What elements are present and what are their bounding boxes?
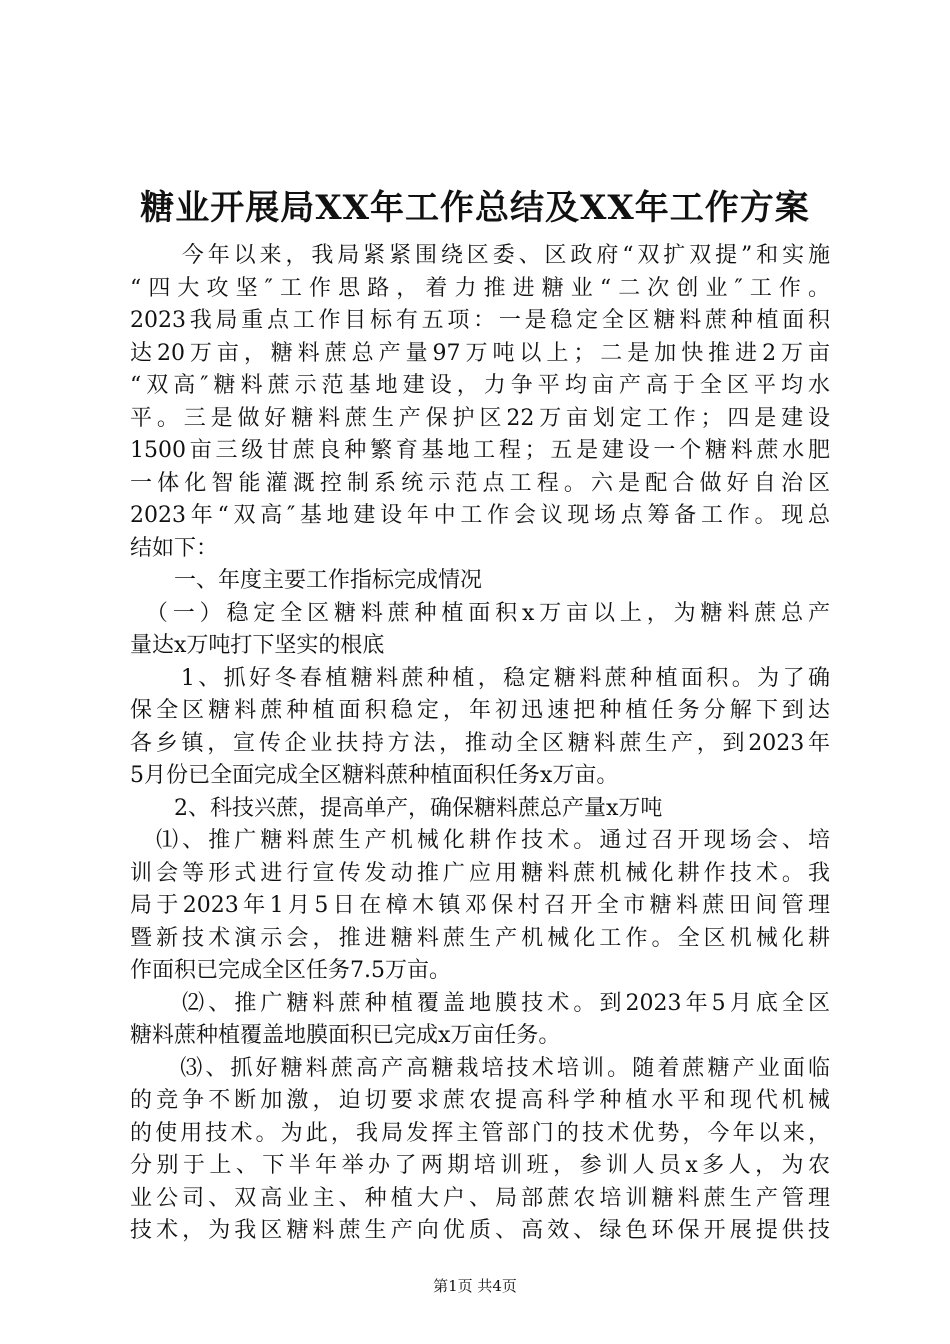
paragraph-line: 训会等形式进行宣传发动推广应用糖料蔗机械化耕作技术。我 [130, 860, 830, 886]
paragraph-line: 一、年度主要工作指标完成情况 [130, 568, 483, 593]
paragraph-line: 1500亩三级甘蔗良种繁育基地工程；五是建设一个糖料蔗水肥 [130, 438, 830, 463]
document-title: 糖业开展局XX年工作总结及XX年工作方案 [140, 188, 810, 228]
paragraph-line: 2、科技兴蔗，提高单产，确保糖料蔗总产量x万吨 [130, 795, 663, 821]
paragraph-line: “四大攻坚″工作思路，着力推进糖业“二次创业″工作。 [130, 275, 830, 301]
paragraph-line: 各乡镇，宣传企业扶持方法，推动全区糖料蔗生产，到2023年 [130, 730, 830, 756]
paragraph-line: 糖料蔗种植覆盖地膜面积已完成x万亩任务。 [130, 1023, 561, 1048]
paragraph-line: 2023我局重点工作目标有五项：一是稳定全区糖料蔗种植面积 [130, 308, 830, 333]
paragraph-line: 1、抓好冬春植糖料蔗种植，稳定糖料蔗种植面积。为了确 [130, 665, 830, 691]
paragraph-line: 的竞争不断加激，迫切要求蔗农提高科学种植水平和现代机械 [130, 1088, 830, 1113]
paragraph-line: 今年以来，我局紧紧围绕区委、区政府“双扩双提”和实施 [130, 243, 830, 268]
paragraph-line: 技术，为我区糖料蔗生产向优质、高效、绿色环保开展提供技 [130, 1218, 830, 1243]
paragraph-line: 平。三是做好糖料蔗生产保护区22万亩划定工作；四是建设 [130, 405, 830, 431]
paragraph-line: ⑴、推广糖料蔗生产机械化耕作技术。通过召开现场会、培 [130, 828, 830, 853]
paragraph-line: 量达x万吨打下坚实的根底 [130, 633, 385, 658]
paragraph-line: 暨新技术演示会，推进糖料蔗生产机械化工作。全区机械化耕 [130, 925, 830, 951]
paragraph-line: 达20万亩，糖料蔗总产量97万吨以上；二是加快推进2万亩 [130, 340, 830, 366]
paragraph-line: 2023年“双高″基地建设年中工作会议现场点筹备工作。现总 [130, 503, 830, 528]
paragraph-line: 结如下： [130, 535, 219, 561]
paragraph-line: （一）稳定全区糖料蔗种植面积x万亩以上，为糖料蔗总产 [130, 600, 830, 626]
paragraph-line: “双高″糖料蔗示范基地建设，力争平均亩产高于全区平均水 [130, 373, 830, 398]
paragraph-line: 5月份已全面完成全区糖料蔗种植面积任务x万亩。 [130, 763, 619, 788]
document-body [130, 240, 830, 1248]
page-footer: 第1页 共4页 [433, 1277, 517, 1295]
paragraph-line: 的使用技术。为此，我局发挥主管部门的技术优势，今年以来， [130, 1120, 830, 1146]
paragraph-line: 局于2023年1月5日在樟木镇邓保村召开全市糖料蔗田间管理 [130, 893, 830, 918]
paragraph-line: 分别于上、下半年举办了两期培训班，参训人员x多人，为农 [130, 1153, 830, 1178]
paragraph-line: 保全区糖料蔗种植面积稳定，年初迅速把种植任务分解下到达 [130, 698, 830, 723]
paragraph-line: ⑶、抓好糖料蔗高产高糖栽培技术培训。随着蔗糖产业面临 [130, 1055, 830, 1081]
paragraph-line: 业公司、双高业主、种植大户、局部蔗农培训糖料蔗生产管理 [130, 1185, 830, 1211]
paragraph-line: 作面积已完成全区任务7.5万亩。 [130, 958, 451, 983]
paragraph-line: 一体化智能灌溉控制系统示范点工程。六是配合做好自治区 [130, 470, 830, 496]
paragraph-line: ⑵、推广糖料蔗种植覆盖地膜技术。到2023年5月底全区 [130, 990, 830, 1016]
